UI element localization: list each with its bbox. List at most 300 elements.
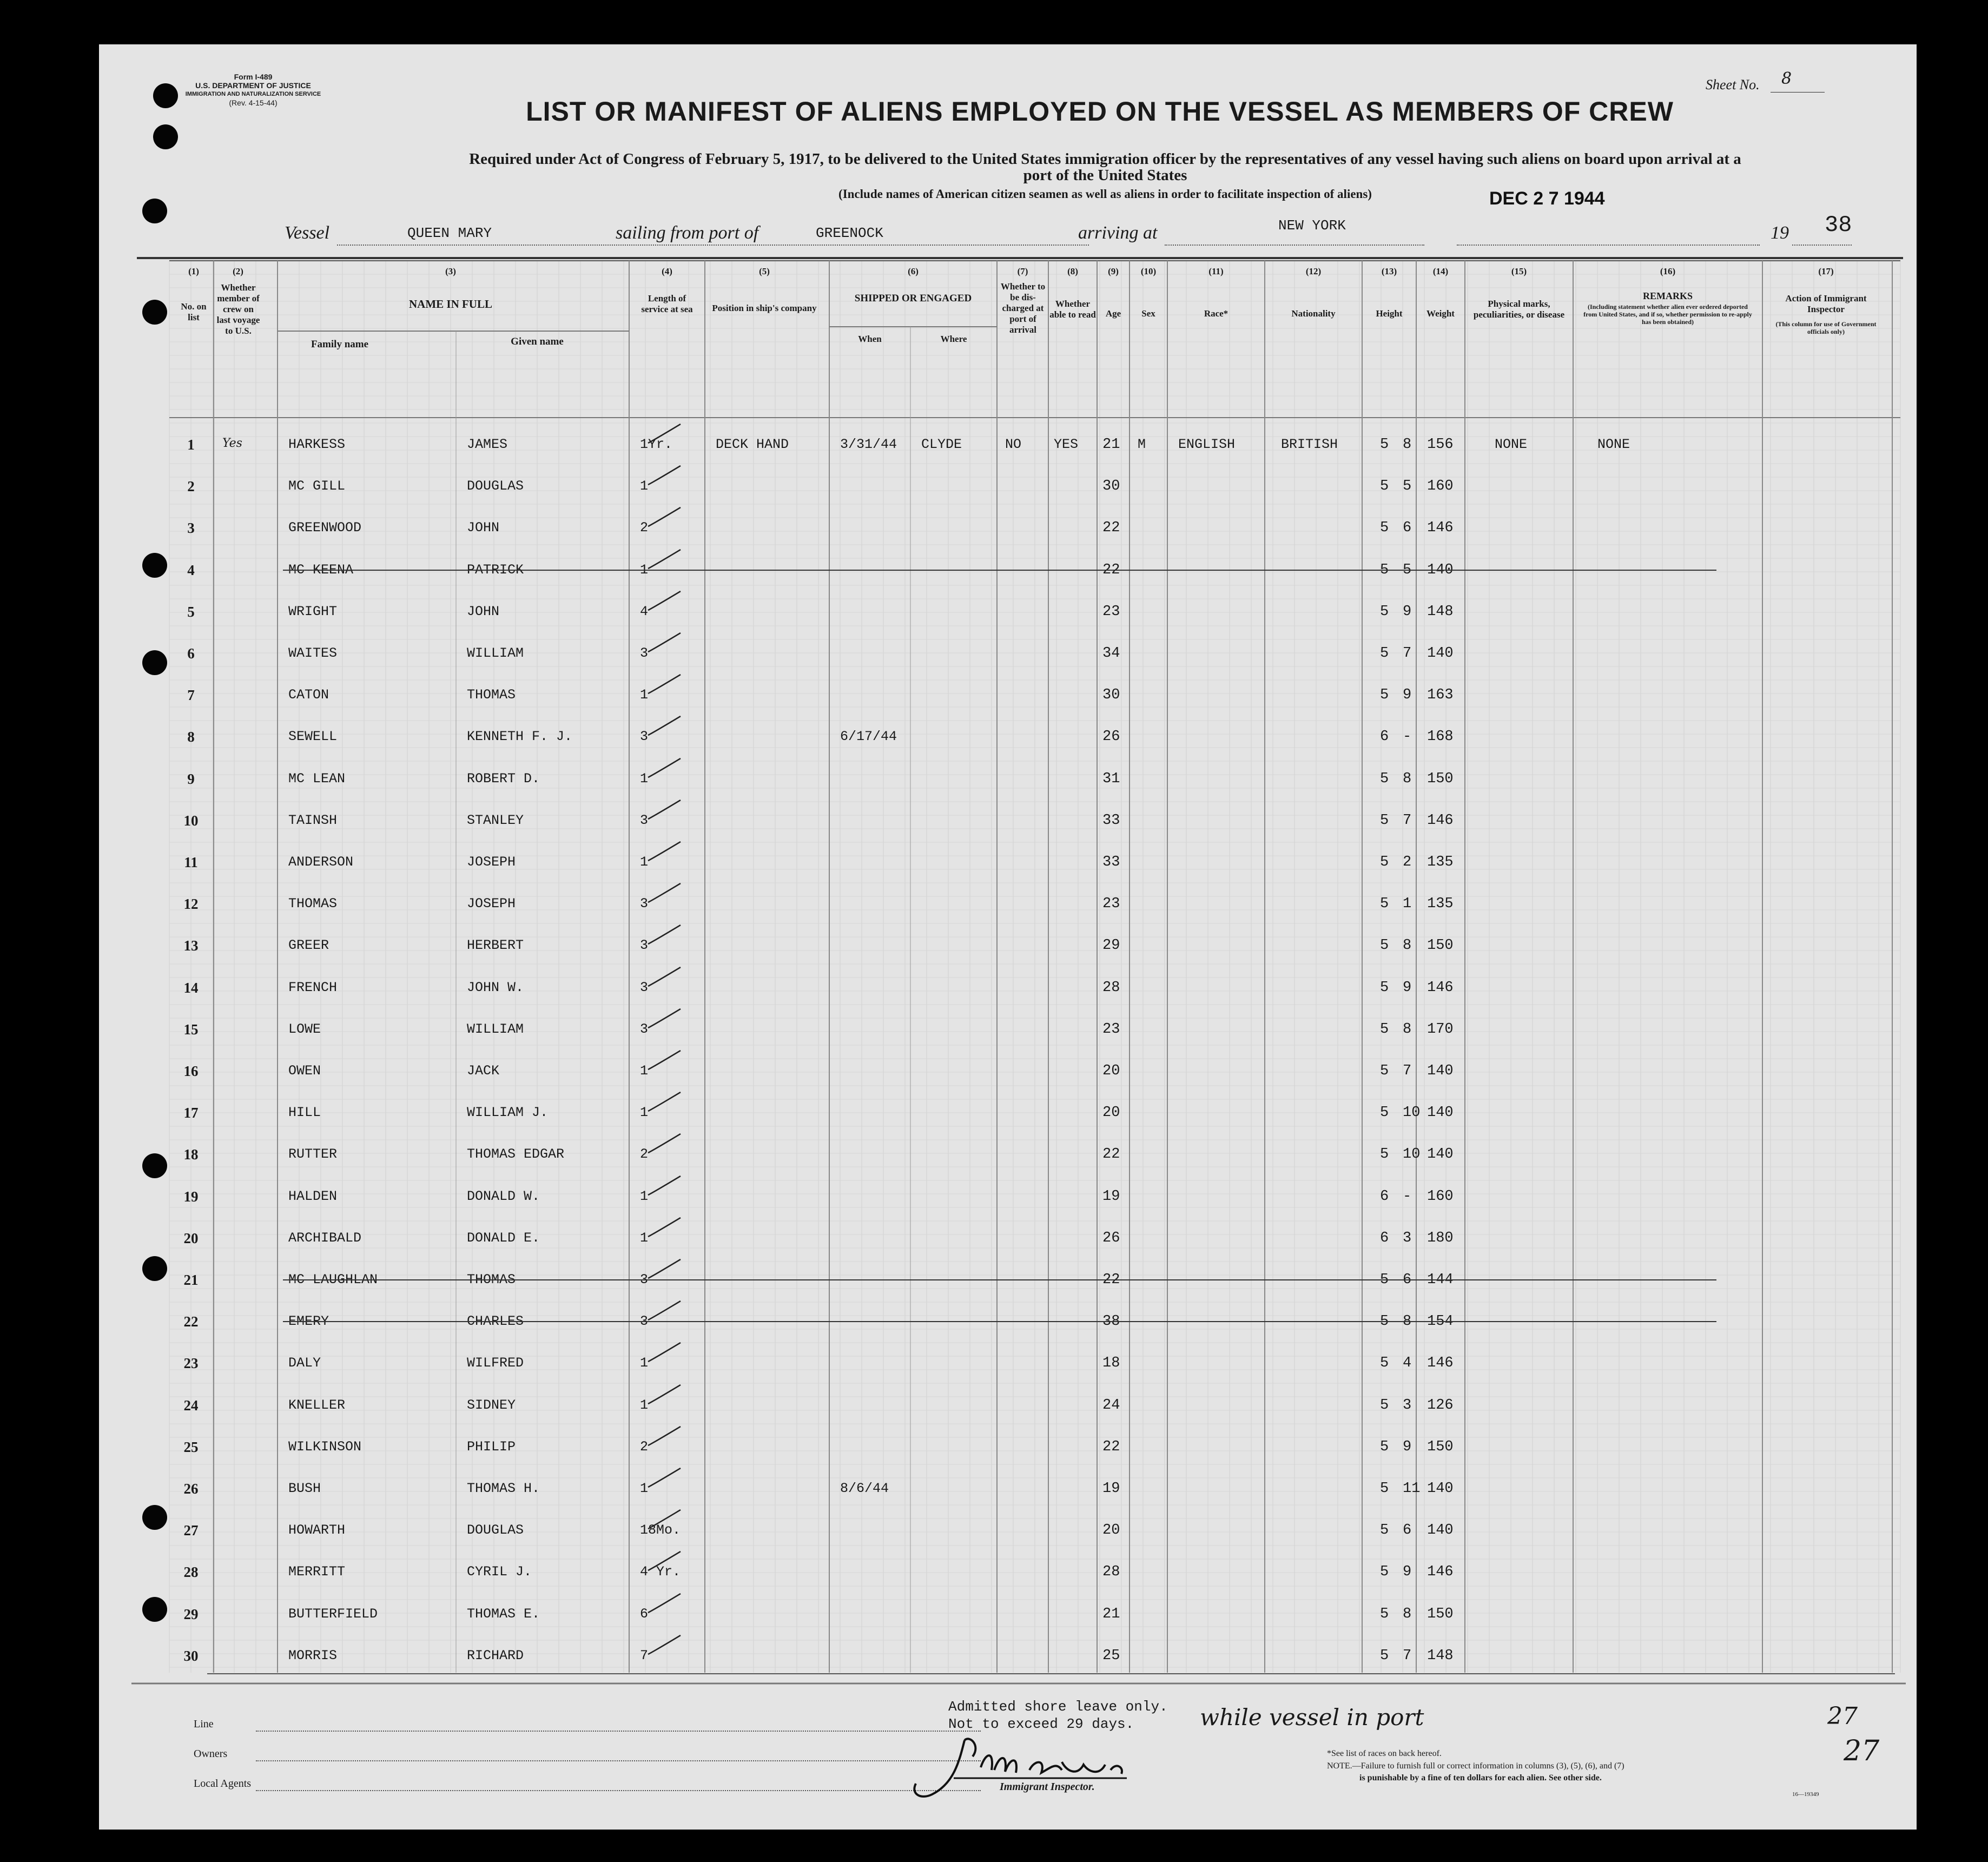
service-length-cell: 7	[640, 1647, 649, 1663]
age-cell: 26	[1102, 729, 1120, 745]
race-cell: ENGLISH	[1178, 437, 1236, 452]
row-number: 17	[183, 1105, 199, 1121]
page-number: 38	[1825, 212, 1852, 238]
service-length-cell: 3	[640, 979, 649, 995]
col5-number: (5)	[759, 266, 770, 276]
family-name-cell: WILKINSON	[288, 1438, 362, 1455]
height-feet-cell: 5	[1380, 478, 1389, 495]
height-feet-cell: 5	[1380, 520, 1389, 537]
check-mark-icon	[645, 1173, 683, 1200]
height-inches-cell: 7	[1403, 1063, 1412, 1079]
weight-cell: 144	[1427, 1272, 1454, 1288]
row-number: 2	[187, 478, 195, 495]
col16-note: (Including statement whether alien ever ordered deported from United States, and if so, whether permission to re-apply has been obtained)	[1583, 303, 1752, 326]
family-name-cell: ANDERSON	[288, 854, 354, 870]
weight-cell: 150	[1427, 937, 1454, 954]
footer-line-label: Line	[194, 1718, 214, 1730]
height-inches-cell: 9	[1403, 1438, 1412, 1455]
col7-header: Whether to be dis-charged at port of arrival	[1000, 281, 1046, 335]
height-feet-cell: 5	[1380, 1481, 1389, 1497]
check-mark-icon	[645, 1006, 683, 1033]
row-number: 20	[183, 1230, 199, 1246]
check-mark-icon	[645, 1549, 683, 1576]
height-inches-cell: 3	[1403, 1397, 1412, 1414]
family-name-cell: EMERY	[288, 1313, 329, 1330]
height-feet-cell: 5	[1380, 896, 1389, 913]
col14-number: (14)	[1432, 266, 1449, 276]
age-cell: 20	[1102, 1063, 1120, 1079]
shipped-when-cell: 6/17/44	[840, 729, 897, 745]
height-inches-cell: 2	[1403, 854, 1412, 870]
given-name-cell: WILLIAM	[467, 1021, 524, 1037]
row-number: 28	[183, 1564, 199, 1581]
height-inches-cell: 7	[1403, 812, 1412, 829]
height-feet-cell: 6	[1380, 1230, 1389, 1246]
height-inches-cell: 6	[1403, 1272, 1412, 1288]
age-cell: 31	[1102, 770, 1120, 787]
weight-cell: 160	[1427, 478, 1454, 495]
service-length-cell: 3	[640, 812, 649, 828]
height-feet-cell: 5	[1380, 812, 1389, 829]
vessel-name: QUEEN MARY	[407, 225, 492, 241]
weight-cell: 146	[1427, 979, 1454, 996]
age-cell: 22	[1102, 520, 1120, 537]
col8-header: Whether able to read	[1049, 299, 1096, 320]
weight-cell: 140	[1427, 1105, 1454, 1121]
check-mark-icon	[645, 463, 683, 490]
count-annotation-1: 27	[1827, 1702, 1858, 1730]
check-mark-icon	[645, 630, 683, 657]
col17-note: (This column for use of Government officials only)	[1775, 320, 1877, 335]
given-name-cell: JACK	[467, 1063, 500, 1079]
age-cell: 25	[1102, 1647, 1120, 1664]
age-cell: 33	[1102, 854, 1120, 870]
age-cell: 23	[1102, 603, 1120, 620]
form-revision: (Rev. 4-15-44)	[229, 98, 278, 107]
check-mark-icon	[645, 1048, 683, 1075]
last-voyage-cell: Yes	[222, 437, 242, 450]
family-name-cell: HALDEN	[288, 1188, 338, 1204]
family-name-cell: HARKESS	[288, 437, 346, 452]
given-name-cell: STANLEY	[467, 812, 524, 828]
family-name-cell: MC KEENA	[288, 562, 354, 578]
weight-cell: 140	[1427, 562, 1454, 578]
col3-number: (3)	[445, 266, 456, 276]
sex-cell: M	[1138, 437, 1146, 452]
age-cell: 20	[1102, 1522, 1120, 1539]
height-feet-cell: 5	[1380, 1438, 1389, 1455]
height-feet-cell: 5	[1380, 1021, 1389, 1038]
family-name-cell: DALY	[288, 1355, 321, 1371]
weight-cell: 146	[1427, 812, 1454, 829]
col2-number: (2)	[233, 266, 243, 276]
service-length-cell: 3	[640, 645, 649, 661]
row-number: 16	[183, 1063, 199, 1079]
check-mark-icon	[645, 797, 683, 824]
row-number: 7	[187, 687, 195, 704]
height-inches-cell: 6	[1403, 1522, 1412, 1539]
height-inches-cell: 8	[1403, 937, 1412, 954]
check-mark-icon	[645, 922, 683, 949]
weight-cell: 150	[1427, 1606, 1454, 1622]
footer-owners-underline	[256, 1760, 981, 1761]
family-name-cell: CATON	[288, 687, 329, 703]
given-name-cell: DOUGLAS	[467, 478, 524, 494]
col10-header: Sex	[1141, 308, 1155, 319]
family-name-cell: WRIGHT	[288, 603, 338, 619]
row-number: 21	[183, 1272, 199, 1288]
weight-cell: 156	[1427, 437, 1454, 453]
given-name-cell: THOMAS	[467, 1272, 516, 1287]
height-inches-cell: 5	[1403, 478, 1412, 495]
height-feet-cell: 6	[1380, 729, 1389, 745]
service-length-cell: 3	[640, 1272, 649, 1287]
col3a-header: Family name	[311, 339, 369, 350]
family-name-cell: TAINSH	[288, 812, 338, 828]
check-mark-icon	[645, 1507, 683, 1534]
height-feet-cell: 5	[1380, 854, 1389, 870]
col15-number: (15)	[1511, 266, 1527, 276]
weight-cell: 154	[1427, 1313, 1454, 1330]
family-name-cell: MERRITT	[288, 1564, 346, 1580]
weight-cell: 148	[1427, 603, 1454, 620]
height-feet-cell: 5	[1380, 1063, 1389, 1079]
vessel-label: Vessel	[285, 223, 330, 243]
family-name-cell: GREER	[288, 937, 329, 954]
shipped-when-cell: 3/31/44	[840, 437, 897, 452]
age-cell: 28	[1102, 1564, 1120, 1581]
footer-agents-underline	[256, 1790, 981, 1791]
col17-number: (17)	[1818, 266, 1834, 276]
service-length-cell: 1	[640, 1230, 649, 1246]
family-name-cell: KNELLER	[288, 1397, 346, 1413]
weight-cell: 170	[1427, 1021, 1454, 1038]
height-feet-cell: 5	[1380, 1606, 1389, 1622]
given-name-cell: DOUGLAS	[467, 1522, 524, 1539]
given-name-cell: THOMAS H.	[467, 1481, 540, 1496]
height-inches-cell: 9	[1403, 1564, 1412, 1581]
strike-through-line	[283, 1279, 1716, 1280]
check-mark-icon	[645, 1090, 683, 1117]
family-name-cell: BUSH	[288, 1481, 321, 1496]
check-mark-icon	[645, 1340, 683, 1367]
form-number: Form I-489	[234, 72, 273, 81]
given-name-cell: THOMAS EDGAR	[467, 1146, 565, 1163]
check-mark-icon	[645, 421, 683, 448]
given-name-cell: THOMAS E.	[467, 1606, 540, 1622]
weight-cell: 148	[1427, 1647, 1454, 1664]
age-cell: 33	[1102, 812, 1120, 829]
height-feet-cell: 5	[1380, 603, 1389, 620]
count-annotation-2: 27	[1844, 1735, 1880, 1767]
family-name-cell: MC GILL	[288, 478, 346, 494]
age-cell: 22	[1102, 1146, 1120, 1163]
family-name-cell: THOMAS	[288, 896, 338, 912]
col9-number: (9)	[1108, 266, 1119, 276]
weight-cell: 150	[1427, 770, 1454, 787]
height-feet-cell: 5	[1380, 687, 1389, 704]
given-name-cell: JOHN	[467, 603, 500, 619]
family-name-cell: FRENCH	[288, 979, 338, 995]
col8-number: (8)	[1067, 266, 1078, 276]
given-name-cell: CHARLES	[467, 1313, 524, 1330]
age-cell: 20	[1102, 1105, 1120, 1121]
col1-header: No. on list	[181, 301, 207, 322]
age-cell: 19	[1102, 1188, 1120, 1205]
weight-cell: 140	[1427, 1063, 1454, 1079]
service-length-cell: 2	[640, 1146, 649, 1163]
family-name-cell: HILL	[288, 1105, 321, 1121]
shipped-when-cell: 8/6/44	[840, 1481, 889, 1496]
age-cell: 22	[1102, 562, 1120, 578]
height-feet-cell: 5	[1380, 1146, 1389, 1163]
age-cell: 26	[1102, 1230, 1120, 1246]
weight-cell: 180	[1427, 1230, 1454, 1246]
height-inches-cell: -	[1403, 729, 1412, 745]
col13-header: Height	[1376, 308, 1403, 319]
check-mark-icon	[645, 714, 683, 741]
weight-cell: 135	[1427, 896, 1454, 913]
nationality-cell: BRITISH	[1281, 437, 1338, 452]
age-cell: 34	[1102, 645, 1120, 662]
row-number: 6	[187, 645, 195, 662]
manifest-sheet	[99, 44, 1917, 1830]
weight-cell: 160	[1427, 1188, 1454, 1205]
age-cell: 30	[1102, 687, 1120, 704]
footer-note-penalty2: is punishable by a fine of ten dollars for each alien. See other side.	[1359, 1773, 1602, 1782]
weight-cell: 163	[1427, 687, 1454, 704]
col5-header: Position in ship's company	[712, 303, 817, 313]
given-name-cell: HERBERT	[467, 937, 524, 954]
service-length-cell: 1	[640, 1063, 649, 1079]
age-cell: 38	[1102, 1313, 1120, 1330]
height-inches-cell: -	[1403, 1188, 1412, 1205]
shore-leave-stamp-line1: Admitted shore leave only.	[948, 1699, 1168, 1715]
height-inches-cell: 8	[1403, 1021, 1412, 1038]
check-mark-icon	[645, 1424, 683, 1451]
weight-cell: 146	[1427, 1564, 1454, 1581]
row-number: 3	[187, 520, 195, 537]
age-cell: 22	[1102, 1438, 1120, 1455]
height-inches-cell: 8	[1403, 770, 1412, 787]
row-number: 29	[183, 1606, 199, 1622]
given-name-cell: WILLIAM	[467, 645, 524, 661]
col12-number: (12)	[1305, 266, 1322, 276]
height-feet-cell: 5	[1380, 1647, 1389, 1664]
row-number: 24	[183, 1397, 199, 1414]
footer-note-penalty1: NOTE.—Failure to furnish full or correct information in columns (3), (5), (6), and (7)	[1327, 1761, 1624, 1771]
row-number: 25	[183, 1438, 199, 1455]
service-length-cell: 1	[640, 1188, 649, 1204]
weight-cell: 146	[1427, 520, 1454, 537]
age-cell: 18	[1102, 1355, 1120, 1372]
col6-header: SHIPPED OR ENGAGED	[854, 293, 972, 304]
height-feet-cell: 5	[1380, 1105, 1389, 1121]
col4-header: Length of service at sea	[641, 293, 693, 314]
col9-header: Age	[1105, 308, 1121, 319]
col16-number: (16)	[1660, 266, 1676, 276]
col13-number: (13)	[1381, 266, 1397, 276]
discharged-cell: NO	[1005, 437, 1022, 452]
check-mark-icon	[645, 1465, 683, 1493]
check-mark-icon	[645, 672, 683, 699]
row-number: 26	[183, 1481, 199, 1497]
row-number: 9	[187, 770, 195, 787]
service-length-cell: 3	[640, 896, 649, 912]
arriving-label: arriving at	[1078, 223, 1158, 243]
given-name-cell: JOHN W.	[467, 979, 524, 995]
family-name-cell: MC LAUGHLAN	[288, 1272, 378, 1287]
given-name-cell: PHILIP	[467, 1438, 516, 1455]
service-length-cell: 2	[640, 520, 649, 536]
service-length-cell: 1	[640, 1105, 649, 1121]
col12-header: Nationality	[1291, 308, 1336, 319]
inspector-signature	[900, 1729, 1138, 1805]
arriving-port: NEW YORK	[1278, 217, 1346, 234]
family-name-cell: LOWE	[288, 1021, 321, 1037]
height-feet-cell: 5	[1380, 1355, 1389, 1372]
row-number: 13	[183, 937, 199, 954]
footer-owners-label: Owners	[194, 1748, 228, 1760]
service-length-cell: 1	[640, 478, 649, 494]
year-label: 19	[1771, 223, 1789, 243]
weight-cell: 126	[1427, 1397, 1454, 1414]
given-name-cell: JAMES	[467, 437, 508, 452]
form-service: IMMIGRATION AND NATURALIZATION SERVICE	[185, 91, 321, 97]
family-name-cell: MC LEAN	[288, 770, 346, 787]
height-inches-cell: 4	[1403, 1355, 1412, 1372]
service-length-cell: 18Mo.	[640, 1522, 681, 1539]
position-cell: DECK HAND	[716, 437, 789, 452]
row-number: 27	[183, 1522, 199, 1539]
row-number: 8	[187, 729, 195, 745]
height-inches-cell: 11	[1403, 1481, 1421, 1497]
col6-number: (6)	[908, 266, 919, 276]
shore-leave-stamp-line2: Not to exceed 29 days.	[948, 1716, 1134, 1732]
height-feet-cell: 5	[1380, 437, 1389, 453]
height-feet-cell: 5	[1380, 645, 1389, 662]
form-department: U.S. DEPARTMENT OF JUSTICE	[195, 81, 311, 90]
given-name-cell: DONALD W.	[467, 1188, 540, 1204]
service-length-cell: 1	[640, 1481, 649, 1496]
check-mark-icon	[645, 756, 683, 783]
family-name-cell: HOWARTH	[288, 1522, 346, 1539]
row-number: 14	[183, 979, 199, 996]
family-name-cell: GREENWOOD	[288, 520, 362, 536]
row-number: 18	[183, 1146, 199, 1163]
footer-print-code: 16—19349	[1792, 1791, 1819, 1798]
age-cell: 30	[1102, 478, 1120, 495]
col11-header: Race*	[1204, 308, 1229, 319]
subtitle-note: (Include names of American citizen seamen as well as aliens in order to facilitate inspection of aliens)	[838, 187, 1372, 201]
col15-header: Physical marks, peculiarities, or disease	[1473, 299, 1565, 320]
given-name-cell: RICHARD	[467, 1647, 524, 1663]
row-number: 30	[183, 1647, 199, 1664]
age-cell: 21	[1102, 1606, 1120, 1622]
check-mark-icon	[645, 505, 683, 532]
col1-number: (1)	[188, 266, 199, 276]
inspector-label: Immigrant Inspector.	[1000, 1781, 1095, 1793]
footer-line-underline	[256, 1731, 981, 1732]
col7-number: (7)	[1017, 266, 1028, 276]
age-cell: 29	[1102, 937, 1120, 954]
weight-cell: 150	[1427, 1438, 1454, 1455]
service-length-cell: 1	[640, 562, 649, 578]
age-cell: 19	[1102, 1481, 1120, 1497]
height-feet-cell: 5	[1380, 562, 1389, 578]
col3-header: NAME IN FULL	[408, 298, 492, 311]
footer-agents-label: Local Agents	[194, 1778, 252, 1790]
service-length-cell: 4	[640, 603, 649, 619]
service-length-cell: 1	[640, 854, 649, 870]
height-feet-cell: 5	[1380, 937, 1389, 954]
height-inches-cell: 1	[1403, 896, 1412, 913]
service-length-cell: 3	[640, 937, 649, 954]
height-feet-cell: 5	[1380, 1313, 1389, 1330]
check-mark-icon	[645, 1131, 683, 1158]
height-inches-cell: 9	[1403, 603, 1412, 620]
col17-header: Action of Immigrant Inspector	[1785, 293, 1867, 314]
row-number: 5	[187, 603, 195, 620]
age-cell: 24	[1102, 1397, 1120, 1414]
age-cell: 21	[1102, 437, 1120, 453]
family-name-cell: RUTTER	[288, 1146, 338, 1163]
page-title: LIST OR MANIFEST OF ALIENS EMPLOYED ON THE VESSEL AS MEMBERS OF CREW	[526, 96, 1674, 127]
height-inches-cell: 8	[1403, 437, 1412, 453]
height-inches-cell: 9	[1403, 687, 1412, 704]
remarks-cell: NONE	[1597, 437, 1630, 452]
family-name-cell: OWEN	[288, 1063, 321, 1079]
row-number: 15	[183, 1021, 199, 1038]
subtitle-line2: port of the United States	[1023, 167, 1187, 184]
height-feet-cell: 5	[1380, 1522, 1389, 1539]
height-inches-cell: 7	[1403, 645, 1412, 662]
service-length-cell: 1	[640, 1355, 649, 1371]
footer-note-races: *See list of races on back hereof.	[1327, 1749, 1442, 1758]
height-inches-cell: 6	[1403, 520, 1412, 537]
height-inches-cell: 5	[1403, 562, 1412, 578]
service-length-cell: 1Yr.	[640, 437, 673, 452]
height-inches-cell: 10	[1403, 1105, 1421, 1121]
height-feet-cell: 6	[1380, 1188, 1389, 1205]
given-name-cell: WILFRED	[467, 1355, 524, 1371]
given-name-cell: PATRICK	[467, 562, 524, 578]
row-number: 19	[183, 1188, 199, 1205]
height-feet-cell: 5	[1380, 770, 1389, 787]
family-name-cell: MORRIS	[288, 1647, 338, 1663]
height-inches-cell: 8	[1403, 1313, 1412, 1330]
given-name-cell: ROBERT D.	[467, 770, 540, 787]
height-feet-cell: 5	[1380, 979, 1389, 996]
service-length-cell: 1	[640, 687, 649, 703]
check-mark-icon	[645, 1591, 683, 1618]
check-mark-icon	[645, 965, 683, 992]
col2-header: Whether member of crew on last voyage to U.S.	[216, 282, 260, 336]
given-name-cell: JOSEPH	[467, 896, 516, 912]
col11-number: (11)	[1208, 266, 1224, 276]
service-length-cell: 3	[640, 1313, 649, 1330]
given-name-cell: THOMAS	[467, 687, 516, 703]
family-name-cell: ARCHIBALD	[288, 1230, 362, 1246]
height-inches-cell: 9	[1403, 979, 1412, 996]
strike-through-line	[283, 1321, 1716, 1322]
height-feet-cell: 5	[1380, 1272, 1389, 1288]
able-to-read-cell: YES	[1054, 437, 1079, 452]
weight-cell: 140	[1427, 645, 1454, 662]
check-mark-icon	[645, 1382, 683, 1409]
family-name-cell: SEWELL	[288, 729, 338, 745]
given-name-cell: CYRIL J.	[467, 1564, 532, 1580]
